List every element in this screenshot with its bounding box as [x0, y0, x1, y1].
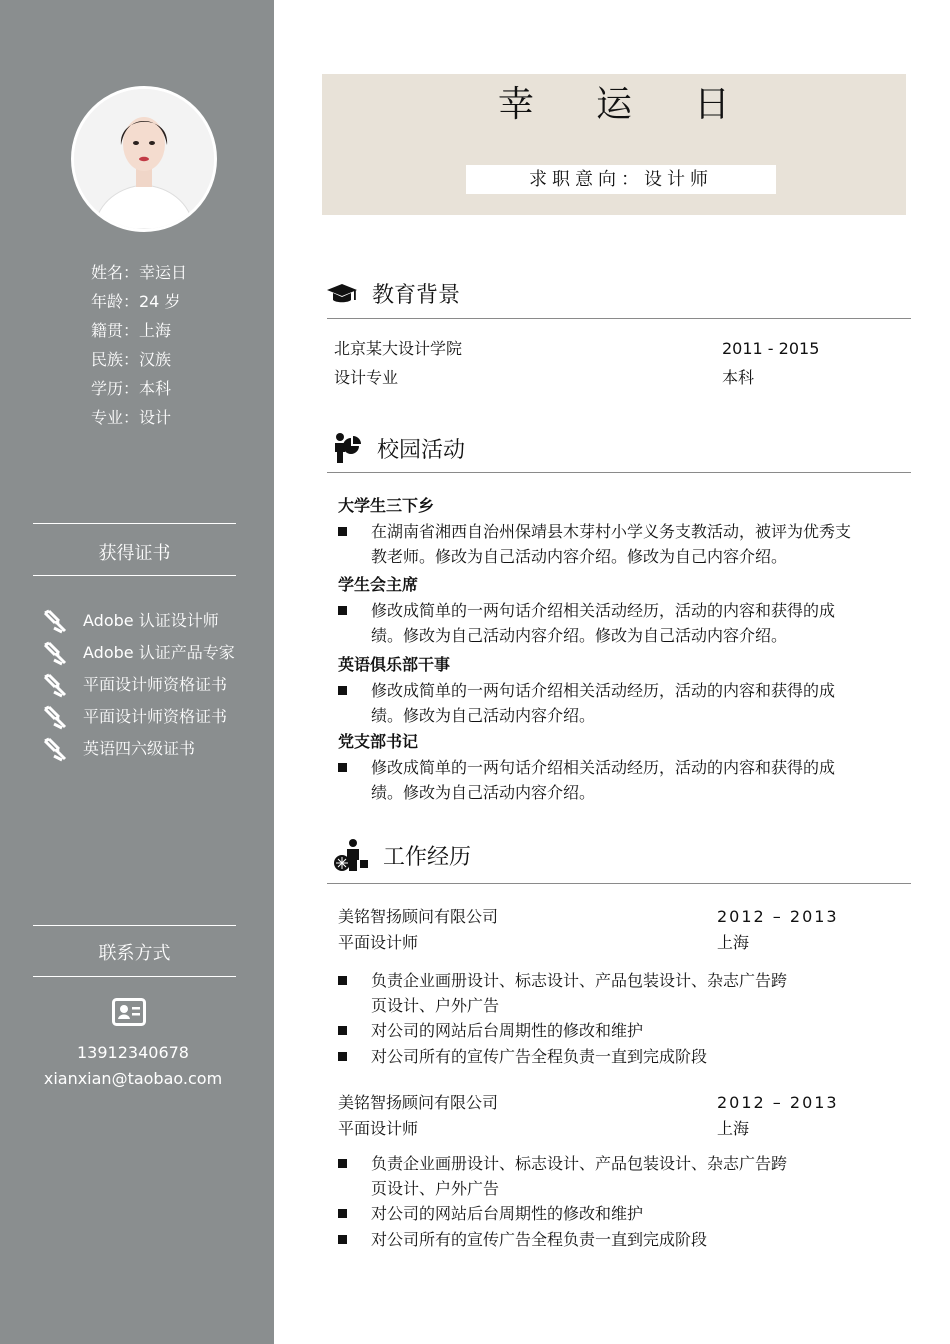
bullet-square [338, 1235, 347, 1244]
certificates-heading: 获得证书 [98, 543, 171, 564]
divider [33, 523, 236, 524]
certificate-label: Adobe 认证设计师 [83, 611, 219, 630]
education-degree: 本科 [722, 368, 755, 387]
divider [33, 575, 236, 576]
contact-phone: 13912340678 [77, 1043, 189, 1062]
activity-desc: 在湖南省湘西自治州保靖县木芽村小学义务支教活动，被评为优秀支教老师。修改为自己活动内容介绍。修改为自己内容介绍。 [371, 522, 852, 566]
education-heading: 教育背景 [372, 283, 461, 308]
bullet-square [338, 686, 347, 695]
certificate-icon [42, 640, 68, 666]
avatar [71, 86, 217, 232]
activity-desc: 修改成简单的一两句话介绍相关活动经历，活动的内容和获得的成绩。修改为自己活动内容介绍。 [371, 758, 836, 802]
profile-major: 专业：设计 [91, 408, 172, 427]
certificate-item [42, 669, 235, 701]
job-duty-text: 对公司的网站后台周期性的修改和维护 [371, 1021, 644, 1040]
job-city: 上海 [717, 1119, 750, 1138]
job-duty-text: 对公司所有的宣传广告全程负责一直到完成阶段 [371, 1047, 708, 1066]
profile-origin: 籍贯：上海 [91, 321, 172, 340]
activity-title: 学生会主席 [338, 575, 419, 594]
contact-card-icon [112, 998, 146, 1026]
job-duty-text: 对公司所有的宣传广告全程负责一直到完成阶段 [371, 1230, 708, 1249]
job-company: 美铭智扬顾问有限公司 [338, 907, 499, 926]
bullet-square [338, 527, 347, 536]
activity-title: 英语俱乐部干事 [338, 655, 451, 674]
job-company: 美铭智扬顾问有限公司 [338, 1093, 499, 1112]
bullet-square [338, 976, 347, 985]
activities-heading: 校园活动 [377, 437, 466, 463]
section-divider [327, 318, 911, 319]
bullet-square [338, 1052, 347, 1061]
section-divider [327, 883, 911, 884]
job-position: 平面设计师 [338, 1119, 419, 1138]
avatar-photo [74, 89, 214, 229]
certificate-icon [42, 736, 68, 762]
certificate-list [42, 605, 235, 765]
certificate-label: 平面设计师资格证书 [83, 707, 228, 726]
education-section-header [326, 278, 460, 309]
bullet-square [338, 1209, 347, 1218]
bullet-square [338, 763, 347, 772]
job-duty-text: 负责企业画册设计、标志设计、产品包装设计、杂志广告跨页设计、户外广告 [371, 971, 788, 1015]
job-intent: 求职意向：设计师 [466, 165, 776, 194]
profile-education: 学历：本科 [91, 379, 172, 398]
profile-ethnicity: 民族：汉族 [91, 350, 172, 369]
job-duty-text: 负责企业画册设计、标志设计、产品包装设计、杂志广告跨页设计、户外广告 [371, 1154, 788, 1198]
contact-heading: 联系方式 [98, 943, 171, 964]
graduation-cap-icon [326, 282, 358, 306]
job-duty-text: 对公司的网站后台周期性的修改和维护 [371, 1204, 644, 1223]
bullet-square [338, 1026, 347, 1035]
resume-name: 幸运日 [497, 84, 792, 125]
activity-title: 党支部书记 [338, 732, 419, 751]
certificate-icon [42, 672, 68, 698]
sidebar [0, 0, 274, 1344]
certificate-item [42, 637, 235, 669]
certificate-label: 平面设计师资格证书 [83, 675, 228, 694]
certificate-icon [42, 704, 68, 730]
education-years: 2011 - 2015 [722, 339, 820, 358]
education-major: 设计专业 [334, 368, 399, 387]
presenter-icon [333, 432, 363, 464]
certificate-icon [42, 608, 68, 634]
profile-info [91, 258, 187, 432]
activity-desc: 修改成简单的一两句话介绍相关活动经历，活动的内容和获得的成绩。修改为自己活动内容介绍。 [371, 681, 836, 725]
bullet-square [338, 1159, 347, 1168]
job-period: 2012 – 2013 [717, 907, 839, 926]
divider [33, 976, 236, 977]
certificate-label: 英语四六级证书 [83, 739, 196, 758]
work-heading: 工作经历 [383, 844, 472, 870]
businessman-icon [333, 838, 369, 872]
work-section-header [333, 838, 471, 872]
divider [33, 925, 236, 926]
certificate-item [42, 701, 235, 733]
certificate-item [42, 605, 235, 637]
job-period: 2012 – 2013 [717, 1093, 839, 1112]
activities-section-header [333, 432, 465, 464]
education-school: 北京某大设计学院 [334, 339, 463, 358]
profile-age: 年龄：24 岁 [91, 292, 181, 311]
job-position: 平面设计师 [338, 933, 419, 952]
job-city: 上海 [717, 933, 750, 952]
title-box [322, 74, 906, 215]
section-divider [327, 472, 911, 473]
contact-email: xianxian@taobao.com [43, 1069, 223, 1088]
activity-desc: 修改成简单的一两句话介绍相关活动经历，活动的内容和获得的成绩。修改为自己活动内容介绍。修改为自己活动内容介绍。 [371, 601, 836, 645]
certificate-label: Adobe 认证产品专家 [83, 643, 235, 662]
profile-name: 姓名：幸运日 [91, 263, 188, 282]
bullet-square [338, 606, 347, 615]
activity-title: 大学生三下乡 [338, 496, 435, 515]
certificate-item [42, 733, 235, 765]
